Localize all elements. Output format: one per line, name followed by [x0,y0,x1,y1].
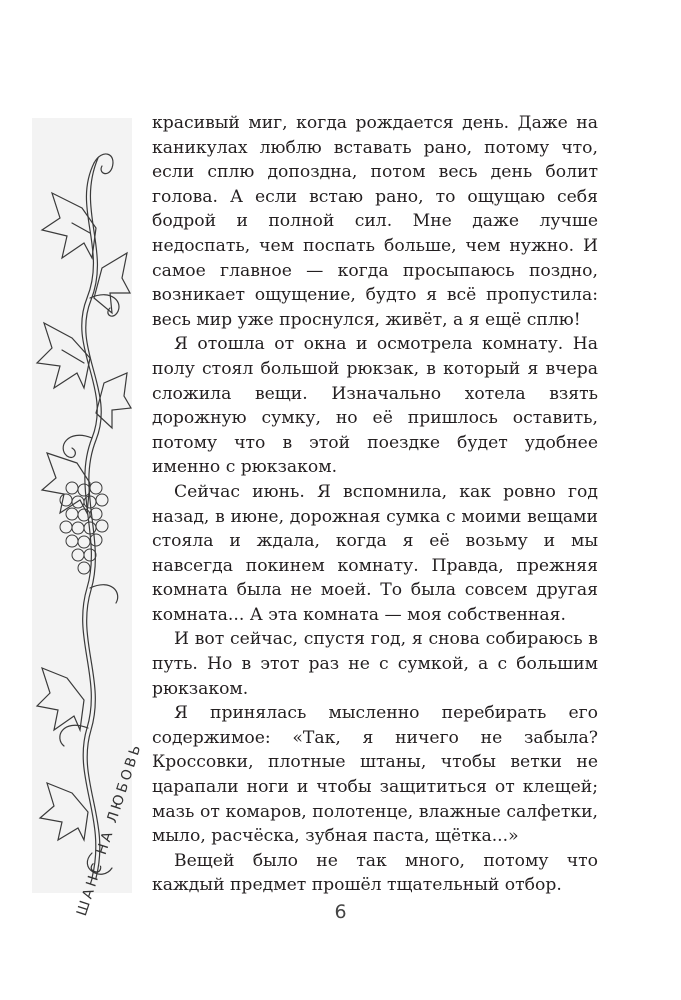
page-number: 6 [334,901,347,923]
decorative-sidebar [32,118,146,918]
paragraph: Вещей было не так много, потому что каждый предмет прошёл тщательный отбор. [152,850,598,896]
paragraph: Сейчас июнь. Я вспомнила, как ровно год назад, в июне, дорожная сумка с моими вещами стояла и ждала, когда я её возьму и мы навсегда покинем комнату. Правда, прежняя комната была не моей. То была совсем другая комната... А эта комната — моя собственная. [152,481,598,625]
page-text [152,111,598,898]
paragraph: Я принялась мысленно перебирать его содержимое: «Так, я ничего не забыла? Кроссовки, плотные штаны, чтобы ветки не царапали ноги и чтобы защититься от клещей; мазь от комаров, полотенце, влажные салфетки, мыло, расчёска, зубная паста, щётка...» [152,703,598,847]
paragraph: И вот сейчас, спустя год, я снова собираюсь в путь. Но в этот раз не с сумкой, а с большим рюкзаком. [152,629,598,699]
running-title: ШАНС НА ЛЮБОВЬ [74,740,146,918]
paragraph: Я отошла от окна и осмотрела комнату. На полу стоял большой рюкзак, в который я вчера сложила вещи. Изначально хотела взять дорожную сумку, но её пришлось оставить, потому что в этой поездке будет удобнее именно с рюкзаком. [152,334,598,478]
paragraph: красивый миг, когда рождается день. Даже на каникулах люблю вставать рано, потому что, если сплю допоздна, потом весь день болит голова. А если встаю рано, то ощущаю себя бодрой и полной сил. Мне даже лучше недоспать, чем поспать больше, чем нужно. И самое главное — когда просыпаюсь поздно, возникает ощущение, будто я всё пропустила: весь мир уже проснулся, живёт, а я ещё сплю! [152,113,598,330]
